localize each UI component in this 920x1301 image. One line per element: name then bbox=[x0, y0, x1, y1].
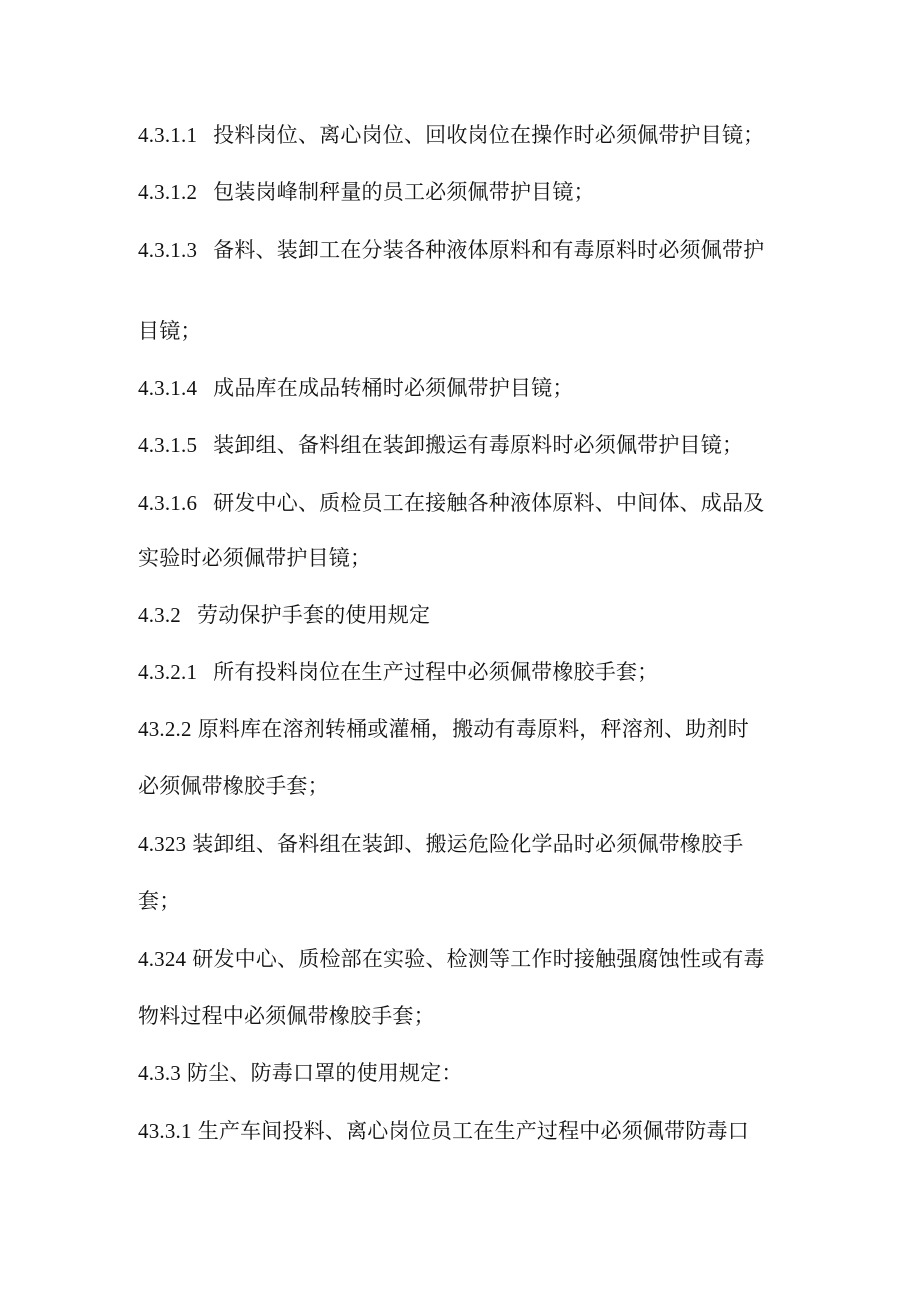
clause-4-3-1-4 bbox=[138, 373, 574, 403]
clause-4-3-2-1 bbox=[138, 657, 658, 687]
clause-number: 4.3.1.6 bbox=[138, 491, 198, 515]
clause-text: 套； bbox=[138, 889, 181, 913]
clause-4-3-2-4 bbox=[138, 944, 765, 974]
clause-number: 43.3.1 bbox=[138, 1119, 192, 1143]
clause-4-3-2-3 bbox=[138, 829, 743, 859]
clause-text: 备料、装卸工在分装各种液体原料和有毒原料时必须佩带护 bbox=[213, 238, 765, 262]
clause-number: 4.3.1.5 bbox=[138, 433, 198, 457]
clause-number: 4.3.1.4 bbox=[138, 376, 198, 400]
clause-4-3-1-5 bbox=[138, 430, 743, 460]
clause-continuation bbox=[138, 1001, 435, 1031]
section-heading: 劳动保护手套的使用规定 bbox=[197, 603, 431, 627]
clause-text: 实验时必须佩带护目镜； bbox=[138, 546, 372, 570]
clause-text: 目镜； bbox=[138, 319, 202, 343]
clause-continuation bbox=[138, 316, 202, 346]
clause-continuation bbox=[138, 886, 180, 916]
clause-text: 成品库在成品转桶时必须佩带护目镜； bbox=[213, 376, 574, 400]
clause-text: 装卸组、备料组在装卸、搬运危险化学品时必须佩带橡胶手 bbox=[192, 832, 744, 856]
clause-number: 4.3.1.2 bbox=[138, 180, 198, 204]
clause-number: 4.3.1.1 bbox=[138, 123, 198, 147]
clause-4-3-2-2 bbox=[138, 714, 749, 744]
section-heading: 防尘、防毒口罩的使用规定： bbox=[187, 1061, 463, 1085]
section-number: 4.3.3 bbox=[138, 1061, 181, 1085]
clause-4-3-1-3 bbox=[138, 235, 764, 265]
clause-number: 43.2.2 bbox=[138, 717, 192, 741]
clause-text: 装卸组、备料组在装卸搬运有毒原料时必须佩带护目镜； bbox=[213, 433, 744, 457]
section-4-3-2 bbox=[138, 600, 430, 630]
clause-number: 4.3.1.3 bbox=[138, 238, 198, 262]
clause-4-3-3-1 bbox=[138, 1116, 749, 1146]
section-number: 4.3.2 bbox=[138, 603, 181, 627]
clause-text: 必须佩带橡胶手套； bbox=[138, 774, 329, 798]
clause-4-3-1-1 bbox=[138, 120, 764, 150]
clause-text: 所有投料岗位在生产过程中必须佩带橡胶手套； bbox=[213, 660, 659, 684]
clause-number: 4.324 bbox=[138, 947, 187, 971]
clause-text: 研发中心、质检部在实验、检测等工作时接触强腐蚀性或有毒 bbox=[192, 947, 765, 971]
clause-text: 生产车间投料、离心岗位员工在生产过程中必须佩带防毒口 bbox=[197, 1119, 749, 1143]
clause-continuation bbox=[138, 771, 329, 801]
clause-text: 投料岗位、离心岗位、回收岗位在操作时必须佩带护目镜； bbox=[213, 123, 765, 147]
clause-text: 包装岗峰制秤量的员工必须佩带护目镜； bbox=[213, 180, 595, 204]
clause-number: 4.3.2.1 bbox=[138, 660, 198, 684]
clause-4-3-1-6 bbox=[138, 488, 764, 518]
section-4-3-3 bbox=[138, 1058, 463, 1088]
clause-text: 研发中心、质检员工在接触各种液体原料、中间体、成品及 bbox=[213, 491, 765, 515]
clause-text: 物料过程中必须佩带橡胶手套； bbox=[138, 1004, 435, 1028]
clause-number: 4.323 bbox=[138, 832, 187, 856]
clause-4-3-1-2 bbox=[138, 177, 595, 207]
clause-text: 原料库在溶剂转桶或灌桶，搬动有毒原料，秤溶剂、助剂时 bbox=[197, 717, 749, 741]
clause-continuation bbox=[138, 543, 371, 573]
